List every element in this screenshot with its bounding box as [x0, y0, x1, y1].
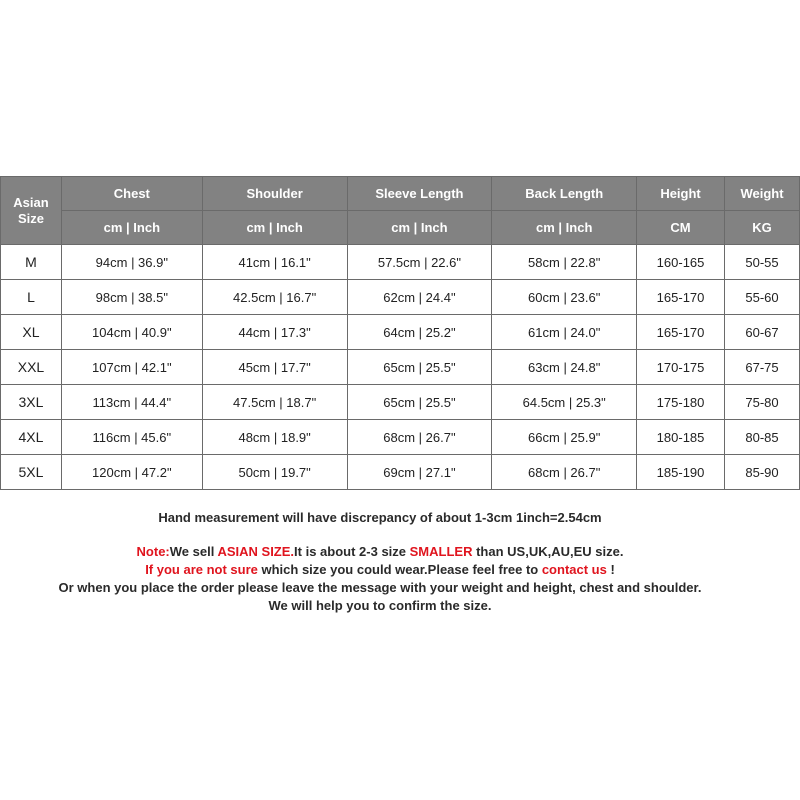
table-cell: 98cm | 38.5"	[61, 280, 202, 315]
table-cell: 170-175	[637, 350, 725, 385]
not-sure-highlight: If you are not sure	[145, 562, 258, 577]
table-cell: 65cm | 25.5"	[347, 350, 492, 385]
column-header: Chest	[61, 177, 202, 211]
table-cell: 165-170	[637, 315, 725, 350]
table-cell: 42.5cm | 16.7"	[202, 280, 347, 315]
measurement-note-text: Hand measurement will have discrepancy of about 1-3cm 1inch=2.54cm	[158, 510, 602, 525]
table-row	[1, 350, 800, 385]
size-cell: 4XL	[1, 420, 62, 455]
note-text: We sell	[169, 544, 218, 559]
table-cell: 61cm | 24.0"	[492, 315, 637, 350]
measurement-note	[0, 509, 760, 527]
table-cell: 160-165	[637, 245, 725, 280]
table-cell: 185-190	[637, 455, 725, 490]
unit-header: cm | Inch	[347, 211, 492, 245]
table-cell: 165-170	[637, 280, 725, 315]
table-cell: 47.5cm | 18.7"	[202, 385, 347, 420]
unit-header: KG	[724, 211, 799, 245]
table-cell: 104cm | 40.9"	[61, 315, 202, 350]
table-cell: 64cm | 25.2"	[347, 315, 492, 350]
table-row	[1, 455, 800, 490]
note-text: than US,UK,AU,EU size.	[472, 544, 624, 559]
note-label: Note:	[136, 544, 170, 559]
table-row	[1, 315, 800, 350]
table-row	[1, 245, 800, 280]
table-cell: 116cm | 45.6"	[61, 420, 202, 455]
table-row	[1, 385, 800, 420]
table-cell: 50-55	[724, 245, 799, 280]
table-cell: 68cm | 26.7"	[347, 420, 492, 455]
table-cell: 44cm | 17.3"	[202, 315, 347, 350]
table-row	[1, 420, 800, 455]
size-cell: XXL	[1, 350, 62, 385]
size-cell: XL	[1, 315, 62, 350]
unit-header: CM	[637, 211, 725, 245]
table-cell: 69cm | 27.1"	[347, 455, 492, 490]
column-header: Height	[637, 177, 725, 211]
table-cell: 60cm | 23.6"	[492, 280, 637, 315]
table-cell: 64.5cm | 25.3"	[492, 385, 637, 420]
table-cell: 107cm | 42.1"	[61, 350, 202, 385]
size-chart-table	[0, 176, 800, 490]
column-header: Sleeve Length	[347, 177, 492, 211]
table-cell: 66cm | 25.9"	[492, 420, 637, 455]
table-cell: 57.5cm | 22.6"	[347, 245, 492, 280]
table-cell: 94cm | 36.9"	[61, 245, 202, 280]
note-line-1	[0, 543, 760, 561]
table-cell: 120cm | 47.2"	[61, 455, 202, 490]
unit-header: cm | Inch	[202, 211, 347, 245]
table-cell: 50cm | 19.7"	[202, 455, 347, 490]
size-cell: L	[1, 280, 62, 315]
table-cell: 48cm | 18.9"	[202, 420, 347, 455]
note-text: which size you could wear.Please feel free to	[257, 562, 542, 577]
note-line-3: Or when you place the order please leave the message with your weight and height, chest and shoulder.	[58, 580, 702, 595]
table-row	[1, 280, 800, 315]
size-advice	[0, 543, 760, 615]
table-cell: 80-85	[724, 420, 799, 455]
column-header: Weight	[724, 177, 799, 211]
header-row	[1, 177, 800, 211]
contact-us-link[interactable]: contact us	[541, 562, 607, 577]
column-header: Back Length	[492, 177, 637, 211]
asian-size-header: Asian Size	[1, 177, 62, 245]
table-cell: 113cm | 44.4"	[61, 385, 202, 420]
column-header: Shoulder	[202, 177, 347, 211]
size-cell: M	[1, 245, 62, 280]
note-text: !	[606, 562, 615, 577]
table-cell: 85-90	[724, 455, 799, 490]
table-cell: 62cm | 24.4"	[347, 280, 492, 315]
table-cell: 55-60	[724, 280, 799, 315]
size-cell: 5XL	[1, 455, 62, 490]
asian-size-highlight: ASIAN SIZE.	[217, 544, 295, 559]
table-cell: 67-75	[724, 350, 799, 385]
smaller-highlight: SMALLER	[409, 544, 473, 559]
table-cell: 58cm | 22.8"	[492, 245, 637, 280]
note-text: It is about 2-3 size	[294, 544, 410, 559]
table-cell: 65cm | 25.5"	[347, 385, 492, 420]
unit-header: cm | Inch	[61, 211, 202, 245]
table-cell: 63cm | 24.8"	[492, 350, 637, 385]
table-cell: 180-185	[637, 420, 725, 455]
units-row	[1, 211, 800, 245]
note-line-4: We will help you to confirm the size.	[268, 598, 492, 613]
table-cell: 75-80	[724, 385, 799, 420]
note-line-2	[0, 561, 760, 579]
table-cell: 68cm | 26.7"	[492, 455, 637, 490]
table-cell: 41cm | 16.1"	[202, 245, 347, 280]
table-cell: 60-67	[724, 315, 799, 350]
table-cell: 45cm | 17.7"	[202, 350, 347, 385]
size-cell: 3XL	[1, 385, 62, 420]
unit-header: cm | Inch	[492, 211, 637, 245]
table-cell: 175-180	[637, 385, 725, 420]
